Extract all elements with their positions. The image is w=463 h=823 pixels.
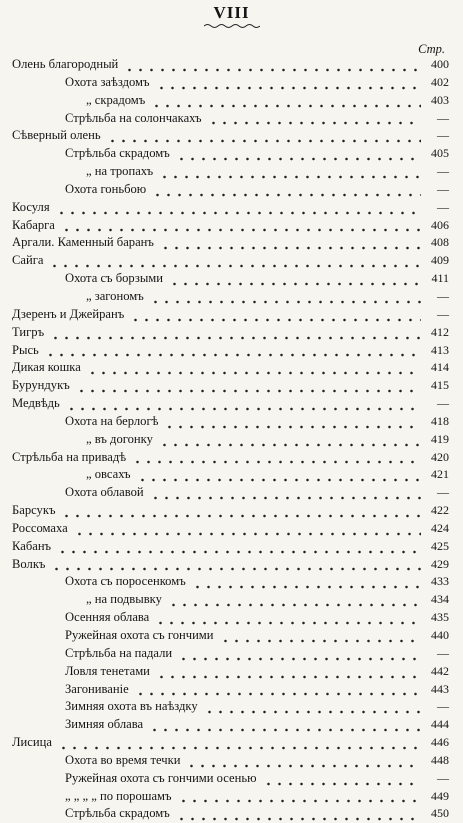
toc-entry-page: 433 <box>431 574 449 589</box>
toc-entry-page: 418 <box>431 413 449 428</box>
toc-entry <box>0 466 463 484</box>
toc-entry-title: Загониваніе <box>65 681 129 696</box>
toc-entry-title: Рысь <box>12 342 39 357</box>
toc-entry <box>0 324 463 342</box>
toc-entry-title: Стрѣльба на привадѣ <box>12 449 127 464</box>
toc-entry-title: „ загономъ <box>86 288 144 303</box>
dot-leader <box>150 496 421 500</box>
toc-entry-page: 409 <box>431 253 449 268</box>
toc-entry-title: Охота съ борзыми <box>65 271 163 286</box>
dot-leader <box>159 175 421 179</box>
toc-entry-title: Сѣверный олень <box>12 128 101 143</box>
dot-leader <box>263 782 421 786</box>
toc-entry-page: 400 <box>431 57 449 71</box>
dot-leader <box>66 407 421 411</box>
toc-entry-page: 429 <box>431 556 449 571</box>
toc-entry-title: Охота на берлогѣ <box>65 413 159 428</box>
dot-leader <box>204 710 421 714</box>
toc-entry-title: „ овсахъ <box>86 467 131 482</box>
toc-entry-page: — <box>437 770 449 785</box>
toc-entry-title: Стрѣльба на солончакахъ <box>65 110 202 125</box>
toc-entry <box>0 663 463 681</box>
toc-entry <box>0 520 463 538</box>
toc-entry <box>0 217 463 235</box>
toc-entry <box>0 788 463 806</box>
toc-entry-title: Зимняя облава <box>65 717 144 732</box>
toc-entry-title: Охота гоньбою <box>65 181 147 196</box>
dot-leader <box>57 550 421 554</box>
toc-entry <box>0 681 463 699</box>
dot-leader <box>51 567 421 571</box>
toc-entry-page: — <box>437 288 449 303</box>
toc-entry <box>0 127 463 145</box>
toc-entry-title: Кабанъ <box>12 538 52 553</box>
toc-entry-page: 414 <box>431 360 449 375</box>
toc-entry-page: — <box>437 181 449 196</box>
dot-leader <box>124 68 421 72</box>
toc-entry-title: Охота облавой <box>65 485 144 500</box>
toc-entry-title: Косуля <box>12 199 50 214</box>
toc-entry-title: „ на тропахъ <box>86 164 154 179</box>
toc-entry-title: Стрѣльба на падали <box>65 645 173 660</box>
toc-entry-title: Россомаха <box>12 520 68 535</box>
dot-leader <box>58 746 421 750</box>
dot-leader <box>186 764 421 768</box>
dot-leader <box>164 425 421 429</box>
toc-entry-title: Ружейная охота съ гончими <box>65 628 214 642</box>
dot-leader <box>178 799 421 803</box>
dot-leader <box>87 371 421 375</box>
toc-entry <box>0 234 463 252</box>
toc-entry <box>0 92 463 110</box>
toc-entry-page: — <box>437 699 449 714</box>
toc-entry-title: Бурундукъ <box>12 378 70 393</box>
dot-leader <box>160 246 421 250</box>
toc-entry-page: 403 <box>431 92 449 107</box>
toc-entry <box>0 538 463 556</box>
toc-entry <box>0 591 463 609</box>
toc-entry-page: — <box>437 306 449 321</box>
toc-entry-title: „ „ „ „ по порошамъ <box>65 788 172 803</box>
toc-entry <box>0 252 463 270</box>
toc-entry <box>0 805 463 823</box>
toc-entry-page: 422 <box>431 503 449 518</box>
toc-entry-page: 402 <box>431 74 449 89</box>
toc-entry <box>0 377 463 395</box>
toc-entry <box>0 556 463 574</box>
page-column-heading: Стр. <box>418 42 445 56</box>
toc-entry <box>0 502 463 520</box>
dot-leader <box>176 157 421 161</box>
dot-leader <box>130 318 421 322</box>
toc-entry-title: Олень благородный <box>12 57 119 71</box>
toc-entry-page: 420 <box>431 449 449 464</box>
toc-entry-title: Медвѣдь <box>12 396 60 411</box>
dot-leader <box>132 460 421 464</box>
dot-leader <box>178 657 421 661</box>
toc-entry-title: Дикая кошка <box>12 360 81 375</box>
toc-entry-page: 446 <box>431 735 449 750</box>
toc-entry-page: — <box>437 645 449 660</box>
toc-entry <box>0 74 463 92</box>
toc-entry <box>0 627 463 645</box>
toc-entry-page: 435 <box>431 610 449 625</box>
page-header <box>0 4 463 29</box>
dot-leader <box>208 121 421 125</box>
toc-entry-page: 448 <box>431 752 449 767</box>
toc-entry-title: „ скрадомъ <box>86 92 146 107</box>
toc-entry-page: 442 <box>431 663 449 678</box>
toc-entry-title: Тигръ <box>12 324 45 339</box>
toc-entry <box>0 734 463 752</box>
toc-entry <box>0 395 463 413</box>
dot-leader <box>49 264 421 268</box>
dot-leader <box>45 353 421 357</box>
wavy-rule-ornament <box>204 23 260 29</box>
dot-leader <box>155 621 421 625</box>
dot-leader <box>220 639 421 643</box>
dot-leader <box>156 86 421 90</box>
toc-entry-page: 415 <box>431 378 449 393</box>
dot-leader <box>74 532 421 536</box>
dot-leader <box>192 585 421 589</box>
toc-entry-page: 443 <box>431 681 449 696</box>
toc-entry-page: 425 <box>431 538 449 553</box>
toc-entry-page: 421 <box>431 467 449 482</box>
toc-entry-page: 444 <box>431 717 449 732</box>
toc-entry <box>0 306 463 324</box>
dot-leader <box>169 282 421 286</box>
toc-entry-title: Стрѣльба скрадомъ <box>65 146 170 161</box>
toc-entry-page: 449 <box>431 788 449 803</box>
toc-entry-title: Сайга <box>12 253 44 268</box>
toc-entry-title: Стрѣльба скрадомъ <box>65 806 170 821</box>
toc-entry <box>0 609 463 627</box>
dot-leader <box>50 336 421 340</box>
toc-entry <box>0 645 463 663</box>
toc-entry-page: 419 <box>431 431 449 446</box>
toc-entry <box>0 270 463 288</box>
dot-leader <box>135 692 421 696</box>
toc-entry-page: 406 <box>431 217 449 232</box>
toc-entry-title: „ въ догонку <box>86 431 153 446</box>
dot-leader <box>159 443 421 447</box>
toc-entry <box>0 413 463 431</box>
toc-entry <box>0 484 463 502</box>
dot-leader <box>176 817 421 821</box>
toc-entry <box>0 770 463 788</box>
dot-leader <box>76 389 421 393</box>
toc-entry-page: 434 <box>431 592 449 607</box>
toc-entry-title: Охота во время течки <box>65 752 181 767</box>
toc-entry-title: Барсукъ <box>12 503 56 518</box>
toc-entry-title: Ружейная охота съ гончими осенью <box>65 770 257 785</box>
toc-entry-title: „ на подвывку <box>86 592 162 607</box>
toc-entry-title: Зимняя охота въ наѣздку <box>65 699 198 714</box>
toc-entry-title: Охота заѣздомъ <box>65 74 150 89</box>
toc-entry <box>0 181 463 199</box>
table-of-contents <box>0 56 463 823</box>
toc-entry <box>0 431 463 449</box>
toc-entry <box>0 449 463 467</box>
dot-leader <box>168 603 421 607</box>
toc-entry-title: Дзеренъ и Джейранъ <box>12 306 125 321</box>
toc-entry <box>0 342 463 360</box>
dot-leader <box>152 193 421 197</box>
toc-entry-page: 424 <box>431 520 449 535</box>
toc-entry-title: Волкъ <box>12 556 46 571</box>
toc-entry <box>0 56 463 74</box>
toc-entry-page: — <box>437 485 449 500</box>
toc-entry-page: — <box>437 199 449 214</box>
toc-entry-page: 450 <box>431 806 449 821</box>
toc-entry <box>0 752 463 770</box>
toc-entry-title: Кабарга <box>12 217 55 232</box>
page-number: VIII <box>213 3 250 22</box>
dot-leader <box>149 728 421 732</box>
toc-entry <box>0 716 463 734</box>
toc-entry-page: — <box>437 164 449 179</box>
toc-entry <box>0 145 463 163</box>
dot-leader <box>61 514 421 518</box>
dot-leader <box>56 211 421 215</box>
toc-entry-page: 405 <box>431 146 449 161</box>
dot-leader <box>61 228 421 232</box>
dot-leader <box>137 478 421 482</box>
toc-entry <box>0 110 463 128</box>
toc-entry-title: Ловля тенетами <box>65 663 150 678</box>
toc-entry-title: Аргали. Каменный баранъ <box>12 235 154 250</box>
toc-entry-title: Осенняя облава <box>65 610 150 625</box>
toc-entry-title: Охота съ поросенкомъ <box>65 574 186 589</box>
toc-entry <box>0 359 463 377</box>
toc-entry-page: 413 <box>431 342 449 357</box>
toc-entry-page: 411 <box>431 271 449 286</box>
toc-entry <box>0 698 463 716</box>
toc-entry-page: 412 <box>431 324 449 339</box>
toc-entry <box>0 288 463 306</box>
toc-entry-page: — <box>437 396 449 411</box>
toc-entry-page: — <box>437 110 449 125</box>
dot-leader <box>150 300 421 304</box>
toc-entry-title: Лисица <box>12 735 52 750</box>
dot-leader <box>107 139 421 143</box>
toc-entry-page: 408 <box>431 235 449 250</box>
toc-entry <box>0 163 463 181</box>
dot-leader <box>151 104 421 108</box>
toc-entry-page: — <box>437 128 449 143</box>
dot-leader <box>156 675 421 679</box>
toc-entry-page: 440 <box>431 628 449 642</box>
toc-entry <box>0 573 463 591</box>
toc-entry <box>0 199 463 217</box>
